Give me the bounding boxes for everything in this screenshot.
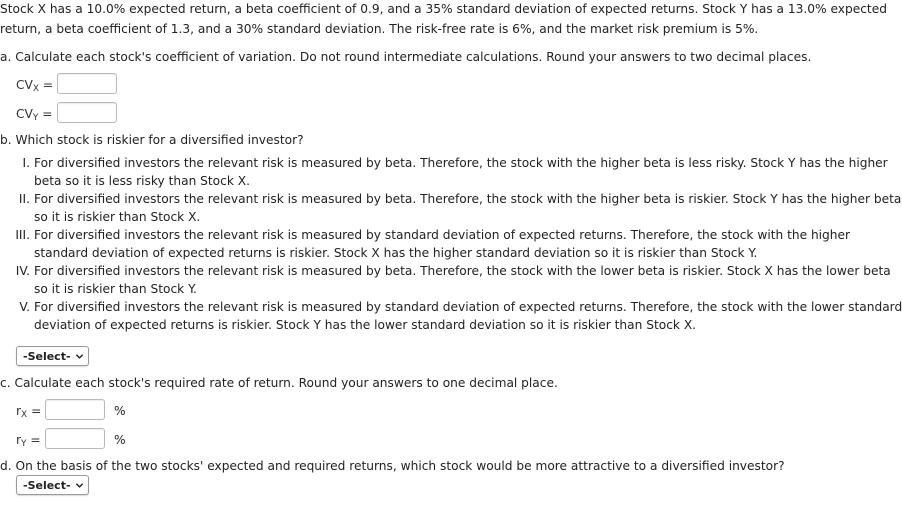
option-ii-text-line-2: so it is riskier than Stock X. (34, 210, 201, 224)
part-d-select-dropdown[interactable] (16, 475, 89, 495)
cvy-input[interactable] (57, 102, 117, 123)
ry-percent-unit: % (114, 433, 126, 447)
option-i-text-line-1: For diversified investors the relevant risk is measured by beta. Therefore, the stock with the higher beta is less risky. Stock Y has the higher (34, 156, 888, 170)
option-iv-text-line-1: For diversified investors the relevant risk is measured by beta. Therefore, the stock with the lower beta is riskier. Stock X has the lower beta (34, 264, 891, 278)
part-b-select-value: -Select- (23, 349, 71, 363)
part-b-select-dropdown[interactable] (16, 346, 89, 366)
ry-label: $r_Y$ = (16, 433, 41, 449)
cvy-label: $CV_Y$ = (16, 107, 53, 123)
option-ii-number: II. (18, 192, 30, 206)
option-iii-text-line-2: standard deviation of expected returns is riskier. Stock X has the higher standard deviation so it is riskier than Stock Y. (34, 246, 758, 260)
part-c-question: c. Calculate each stock's required rate of return. Round your answers to one decimal place. (0, 376, 558, 390)
option-v-text-line-1: For diversified investors the relevant risk is measured by standard deviation of expected returns. Therefore, the stock with the lower standard (34, 300, 902, 314)
option-iv-number: IV. (15, 264, 30, 278)
part-d-select-value: -Select- (23, 478, 71, 492)
option-i-text-line-2: beta so it is less risky than Stock X. (34, 174, 250, 188)
rx-percent-unit: % (114, 404, 126, 418)
ry-input[interactable] (45, 428, 105, 449)
part-d-question: d. On the basis of the two stocks' expected and required returns, which stock would be more attractive to a diversified investor? (0, 459, 785, 473)
rx-input[interactable] (45, 399, 105, 420)
part-a-question: a. Calculate each stock's coefficient of variation. Do not round intermediate calculations. Round your answers to two decimal places. (0, 50, 812, 64)
cvx-label: $CV_X$ = (16, 78, 54, 94)
chevron-down-icon (75, 481, 84, 490)
option-iii-number: III. (15, 228, 30, 242)
option-v-number: V. (19, 300, 30, 314)
part-b-question: b. Which stock is riskier for a diversified investor? (0, 133, 304, 147)
option-v-text-line-2: deviation of expected returns is riskier. Stock Y has the lower standard deviation so it is riskier than Stock X. (34, 318, 697, 332)
problem-intro-line-2: return, a beta coefficient of 1.3, and a 30% standard deviation. The risk-free rate is 6%, and the market risk premium is 5%. (0, 22, 759, 36)
rx-label: $r_X$ = (16, 404, 42, 420)
option-ii-text-line-1: For diversified investors the relevant risk is measured by beta. Therefore, the stock with the higher beta is riskier. Stock Y has the higher beta (34, 192, 902, 206)
option-iii-text-line-1: For diversified investors the relevant risk is measured by standard deviation of expected returns. Therefore, the stock with the higher (34, 228, 851, 242)
option-iv-text-line-2: so it is riskier than Stock Y. (34, 282, 197, 296)
problem-intro-line-1: Stock X has a 10.0% expected return, a beta coefficient of 0.9, and a 35% standard deviation of expected returns. Stock Y has a 13.0% expected (0, 2, 887, 16)
option-i-number: I. (22, 156, 30, 170)
chevron-down-icon (75, 352, 84, 361)
cvx-input[interactable] (57, 73, 117, 94)
